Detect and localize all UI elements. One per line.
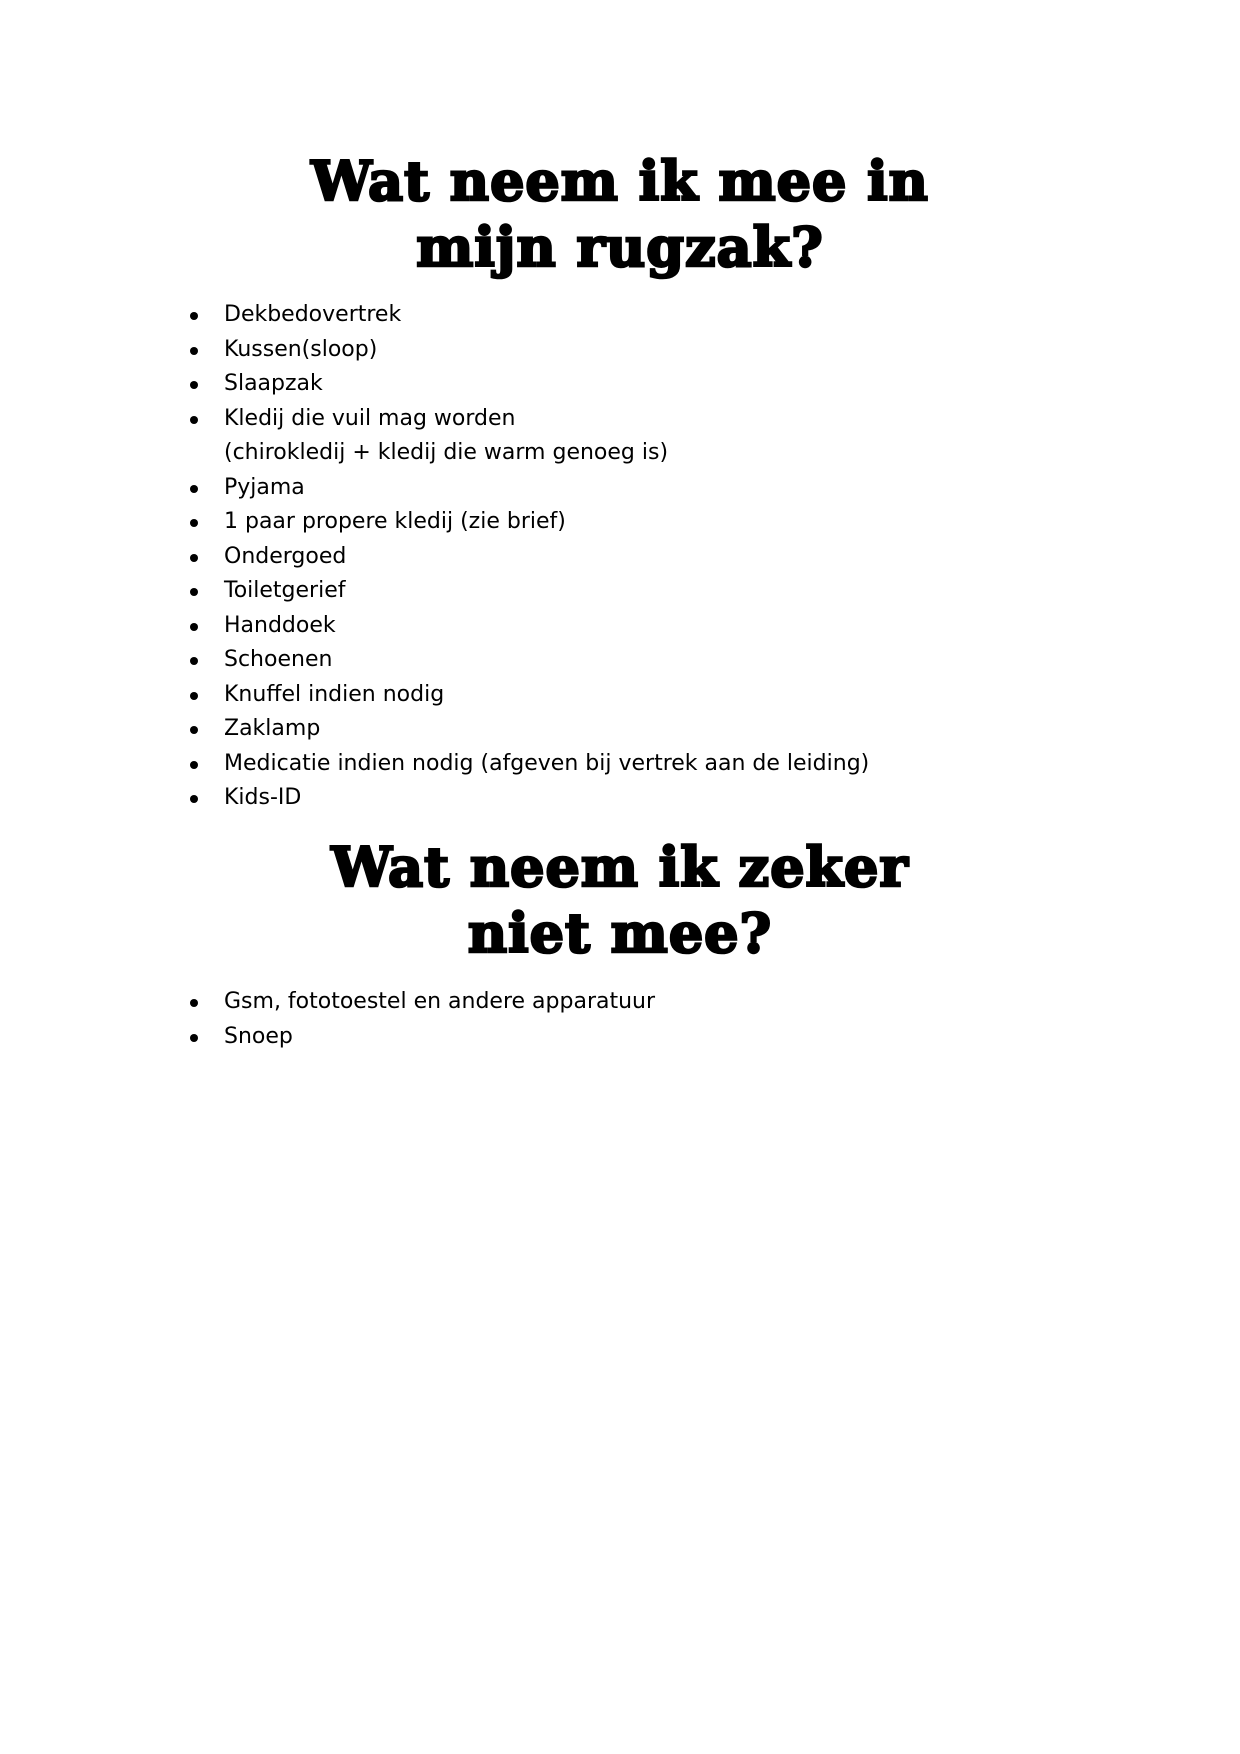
list-item-text: Knuffel indien nodig [224,681,445,707]
list-item-text: Pyjama [224,474,305,500]
list-item-text: Kussen(sloop) [224,336,378,362]
heading-line: Wat neem ik zeker [331,835,909,899]
bullet-icon [190,795,198,803]
list-item-text: Handdoek [224,612,336,638]
list-item-text: Medicatie indien nodig (afgeven bij vertrek aan de leiding) [224,750,870,776]
heading-what-not-to-bring [0,834,1240,966]
bullet-icon [190,657,198,665]
list-item [186,985,655,1020]
bullet-icon [190,485,198,493]
list-item-text: Kledij die vuil mag worden [224,405,516,431]
bullet-icon [190,1034,198,1042]
list-item-text: Kids-ID [224,785,302,810]
heading-line: mijn rugzak? [416,215,824,279]
list-item-text: Zaklamp [224,716,321,741]
list-item [186,471,869,506]
list-item [186,505,869,540]
forbidden-items-list [186,985,655,1054]
list-item [186,747,869,782]
list-item [186,402,869,471]
packing-list [186,298,869,816]
list-item-text: 1 paar propere kledij (zie brief) [224,509,566,534]
list-item [186,333,869,368]
list-item-text: Ondergoed [224,543,347,569]
bullet-icon [190,726,198,734]
list-item-text: Schoenen [224,647,333,672]
bullet-icon [190,312,198,320]
list-item [186,712,869,747]
list-item-text: Gsm, fototoestel en andere apparatuur [224,989,656,1014]
list-item [186,781,869,816]
list-item [186,1020,655,1055]
list-item [186,367,869,402]
bullet-icon [190,692,198,700]
bullet-icon [190,519,198,527]
list-item [186,643,869,678]
list-item-text: Dekbedovertrek [224,302,402,327]
bullet-icon [190,381,198,389]
list-item-text: Slaapzak [224,371,323,396]
list-item [186,678,869,713]
bullet-icon [190,761,198,769]
list-item [186,609,869,644]
heading-line: Wat neem ik mee in [311,149,929,213]
list-item [186,298,869,333]
bullet-icon [190,554,198,562]
list-item-text: Toiletgerief [224,578,346,603]
bullet-icon [190,999,198,1007]
heading-line: niet mee? [467,901,773,965]
heading-what-to-bring [0,148,1240,280]
list-item [186,574,869,609]
bullet-icon [190,623,198,631]
list-item-continuation: (chirokledij + kledij die warm genoeg is) [224,440,669,465]
list-item [186,540,869,575]
list-item-text: Snoep [224,1023,293,1049]
bullet-icon [190,416,198,424]
bullet-icon [190,588,198,596]
bullet-icon [190,347,198,355]
